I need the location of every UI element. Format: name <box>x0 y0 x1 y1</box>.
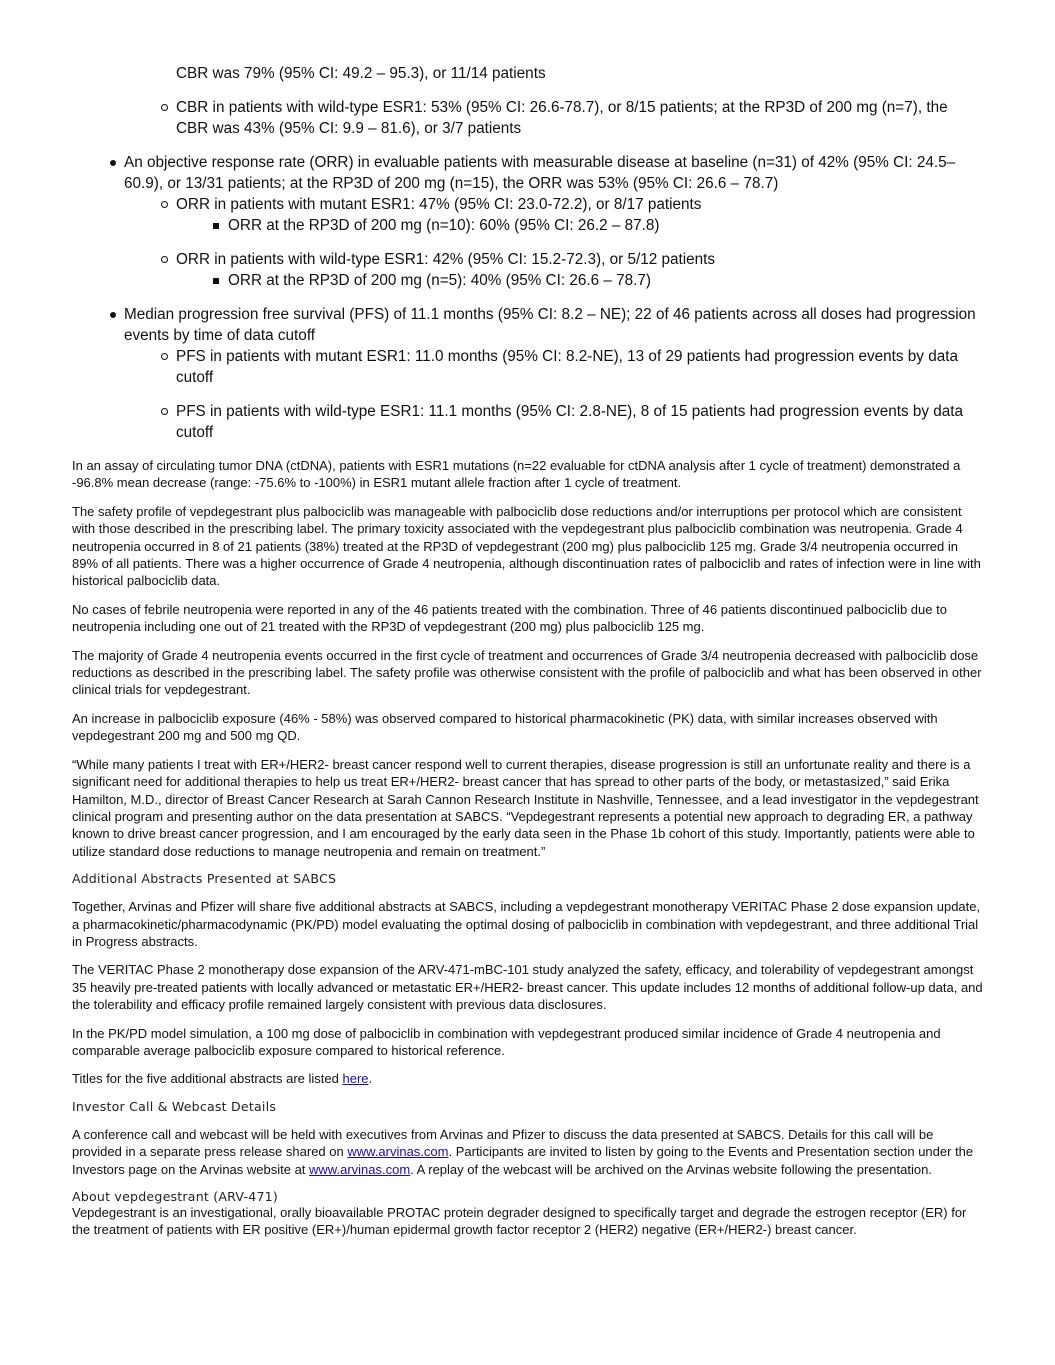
paragraph-titles <box>72 1070 984 1087</box>
list-item-pfs-mutant <box>72 346 984 388</box>
hollow-bullet-icon <box>161 256 168 263</box>
list-item-text: CBR was 79% (95% CI: 49.2 – 95.3), or 11/14 patients <box>176 65 546 82</box>
paragraph-investor <box>72 1126 984 1178</box>
heading-investor-call: Investor Call & Webcast Details <box>72 1098 277 1114</box>
text: A conference call and webcast will be held with executives from Arvinas and Pfizer to discuss the data presented at SABCS. Details for this call will be provided in a separate press release shared on <box>72 1126 934 1160</box>
list-item-text: ORR at the RP3D of 200 mg (n=5): 40% (95% CI: 26.6 – 78.7) <box>228 272 652 289</box>
arvinas-link[interactable]: www.arvinas.com <box>347 1144 449 1160</box>
text: . Participants are invited to listen by going to the Events and Presentation section under the Investors page on the Arvinas website at <box>72 1144 974 1177</box>
hollow-bullet-icon <box>161 201 168 208</box>
list-item-orr-wild-type-rp3d <box>72 270 984 291</box>
hollow-bullet-icon <box>161 408 168 415</box>
paragraph-quote: “While many patients I treat with ER+/HER2- breast cancer respond well to current therapies, disease progression is still an unfortunate reality and there is a significant need for additional therapies to help us treat ER+/HER2- breast cancer that has spread to other parts of the body, or metastasized,” said Erika Hamilton, M.D., director of Breast Cancer Research at Sarah Cannon Research Institute in Nashville, Tennessee, and a lead investigator in the vepdegestrant clinical program and presenting author on the data presentation at SABCS. “Vepdegestrant represents a potential new approach to degrading ER, a pathway known to drive breast cancer progression, and I am encouraged by the early data seen in the Phase 1b cohort of this study. Importantly, patients were able to utilize standard dose reductions to manage neutropenia and remain on treatment.” <box>72 756 979 859</box>
list-item-text: An objective response rate (ORR) in evaluable patients with measurable disease at baseline (n=31) of 42% (95% CI: 24.5–60.9), or 13/31 patients; at the RP3D of 200 mg (n=15), the ORR was 53% (95% CI: 26.6 – 78.7) <box>124 154 956 192</box>
paragraph-abstracts-2: The VERITAC Phase 2 monotherapy dose expansion of the ARV-471-mBC-101 study analyzed the safety, efficacy, and tolerability of vepdegestrant amongst 35 heavily pre-treated patients with locally advanced or metastatic ER+/HER2- breast cancer. This update includes 12 months of additional follow-up data, and the tolerability and efficacy profile remained largely consistent with previous data disclosures. <box>72 962 983 1013</box>
list-item-cbr-continued <box>72 63 984 84</box>
list-item-orr <box>72 152 984 194</box>
text: Titles for the five additional abstracts are listed <box>72 1071 343 1087</box>
arvinas-website-link[interactable]: www.arvinas.com <box>309 1161 411 1177</box>
bullet-icon <box>110 160 116 166</box>
list-item-text: PFS in patients with mutant ESR1: 11.0 months (95% CI: 8.2-NE), 13 of 29 patients had progression events by data cutoff <box>176 348 958 386</box>
list-item-pfs <box>72 304 984 346</box>
paragraph-abstracts-1: Together, Arvinas and Pfizer will share five additional abstracts at SABCS, including a vepdegestrant monotherapy VERITAC Phase 2 dose expansion update, a pharmacokinetic/pharmacodynamic (PK/PD) model evaluating the optimal dosing of palbociclib in combination with vepdegestrant, and three additional Trial in Progress abstracts. <box>72 899 981 949</box>
square-bullet-icon <box>213 278 219 284</box>
list-item-text: ORR in patients with mutant ESR1: 47% (95% CI: 23.0-72.2), or 8/17 patients <box>176 196 702 213</box>
paragraph-febrile: No cases of febrile neutropenia were reported in any of the 46 patients treated with the combination. Three of 46 patients discontinued palbociclib due to neutropenia including one out of 21 treated with the RP3D of vepdegestrant (200 mg) plus palbociclib 125 mg. <box>72 601 947 635</box>
paragraph-exposure: An increase in palbociclib exposure (46% - 58%) was observed compared to historical pharmacokinetic (PK) data, with similar increases observed with vepdegestrant 200 mg and 500 mg QD. <box>72 710 938 744</box>
square-bullet-icon <box>213 223 219 229</box>
results-list <box>72 63 984 443</box>
here-link[interactable]: here <box>342 1071 369 1087</box>
list-item-orr-mutant-rp3d <box>72 215 984 236</box>
paragraph-grade4: The majority of Grade 4 neutropenia events occurred in the first cycle of treatment and occurrences of Grade 3/4 neutropenia decreased with palbociclib dose reductions as described in the prescribing label. The safety profile was otherwise consistent with the profile of palbociclib and what has been observed in other clinical trials for vepdegestrant. <box>72 647 982 698</box>
list-item-pfs-wild-type <box>72 401 984 443</box>
list-item-text: CBR in patients with wild-type ESR1: 53% (95% CI: 26.6-78.7), or 8/15 patients; at the RP3D of 200 mg (n=7), the CBR was 43% (95% CI: 9.9 – 81.6), or 3/7 patients <box>176 99 948 137</box>
bullet-icon <box>110 312 116 318</box>
paragraph-abstracts-3: In the PK/PD model simulation, a 100 mg dose of palbociclib in combination with vepdegestrant produced similar incidence of Grade 4 neutropenia and comparable average palbociclib exposure compared to historical reference. <box>72 1025 941 1058</box>
text: . <box>368 1071 373 1087</box>
paragraph-about: Vepdegestrant is an investigational, orally bioavailable PROTAC protein degrader designed to specifically target and degrade the estrogen receptor (ER) for the treatment of patients with ER positive (ER+)/human epidermal growth factor receptor 2 (HER2) negative (ER+/HER2-) breast cancer. <box>72 1205 967 1238</box>
list-item-text: ORR in patients with wild-type ESR1: 42% (95% CI: 15.2-72.3), or 5/12 patients <box>176 251 716 268</box>
text: . A replay of the webcast will be archived on the Arvinas website following the presentation. <box>410 1161 932 1177</box>
heading-additional-abstracts: Additional Abstracts Presented at SABCS <box>72 871 337 887</box>
list-item-text: ORR at the RP3D of 200 mg (n=10): 60% (95% CI: 26.2 – 87.8) <box>228 217 660 234</box>
hollow-bullet-icon <box>161 353 168 360</box>
hollow-bullet-icon <box>161 104 168 111</box>
paragraph-ctdna: In an assay of circulating tumor DNA (ctDNA), patients with ESR1 mutations (n=22 evaluable for ctDNA analysis after 1 cycle of treatment) demonstrated a -96.8% mean decrease (range: -75.6% to -100%) in ESR1 mutant allele fraction after 1 cycle of treatment. <box>72 458 961 491</box>
list-item-text: Median progression free survival (PFS) of 11.1 months (95% CI: 8.2 – NE); 22 of 46 patients across all doses had progression events by time of data cutoff <box>124 306 976 344</box>
list-item-text: PFS in patients with wild-type ESR1: 11.1 months (95% CI: 2.8-NE), 8 of 15 patients had progression events by data cutoff <box>176 403 964 441</box>
paragraph-safety: The safety profile of vepdegestrant plus palbociclib was manageable with palbociclib dose reductions and/or interruptions per protocol which are consistent with those described in the prescribing label. The primary toxicity associated with the vepdegestrant plus palbociclib combination was neutropenia. Grade 4 neutropenia occurred in 8 of 21 patients (38%) treated at the RP3D of vepdegestrant (200 mg) plus palbociclib 125 mg. Grade 3/4 neutropenia occurred in 89% of all patients. There was a higher occurrence of Grade 4 neutropenia, although discontinuation rates of palbociclib and rates of infection were in line with historical palbociclib data. <box>72 503 981 589</box>
list-item-orr-wild-type <box>72 249 984 270</box>
list-item-cbr-wild-type <box>72 97 984 139</box>
heading-about: About vepdegestrant (ARV-471) <box>72 1189 278 1204</box>
list-item-orr-mutant <box>72 194 984 215</box>
article <box>72 0 984 1250</box>
